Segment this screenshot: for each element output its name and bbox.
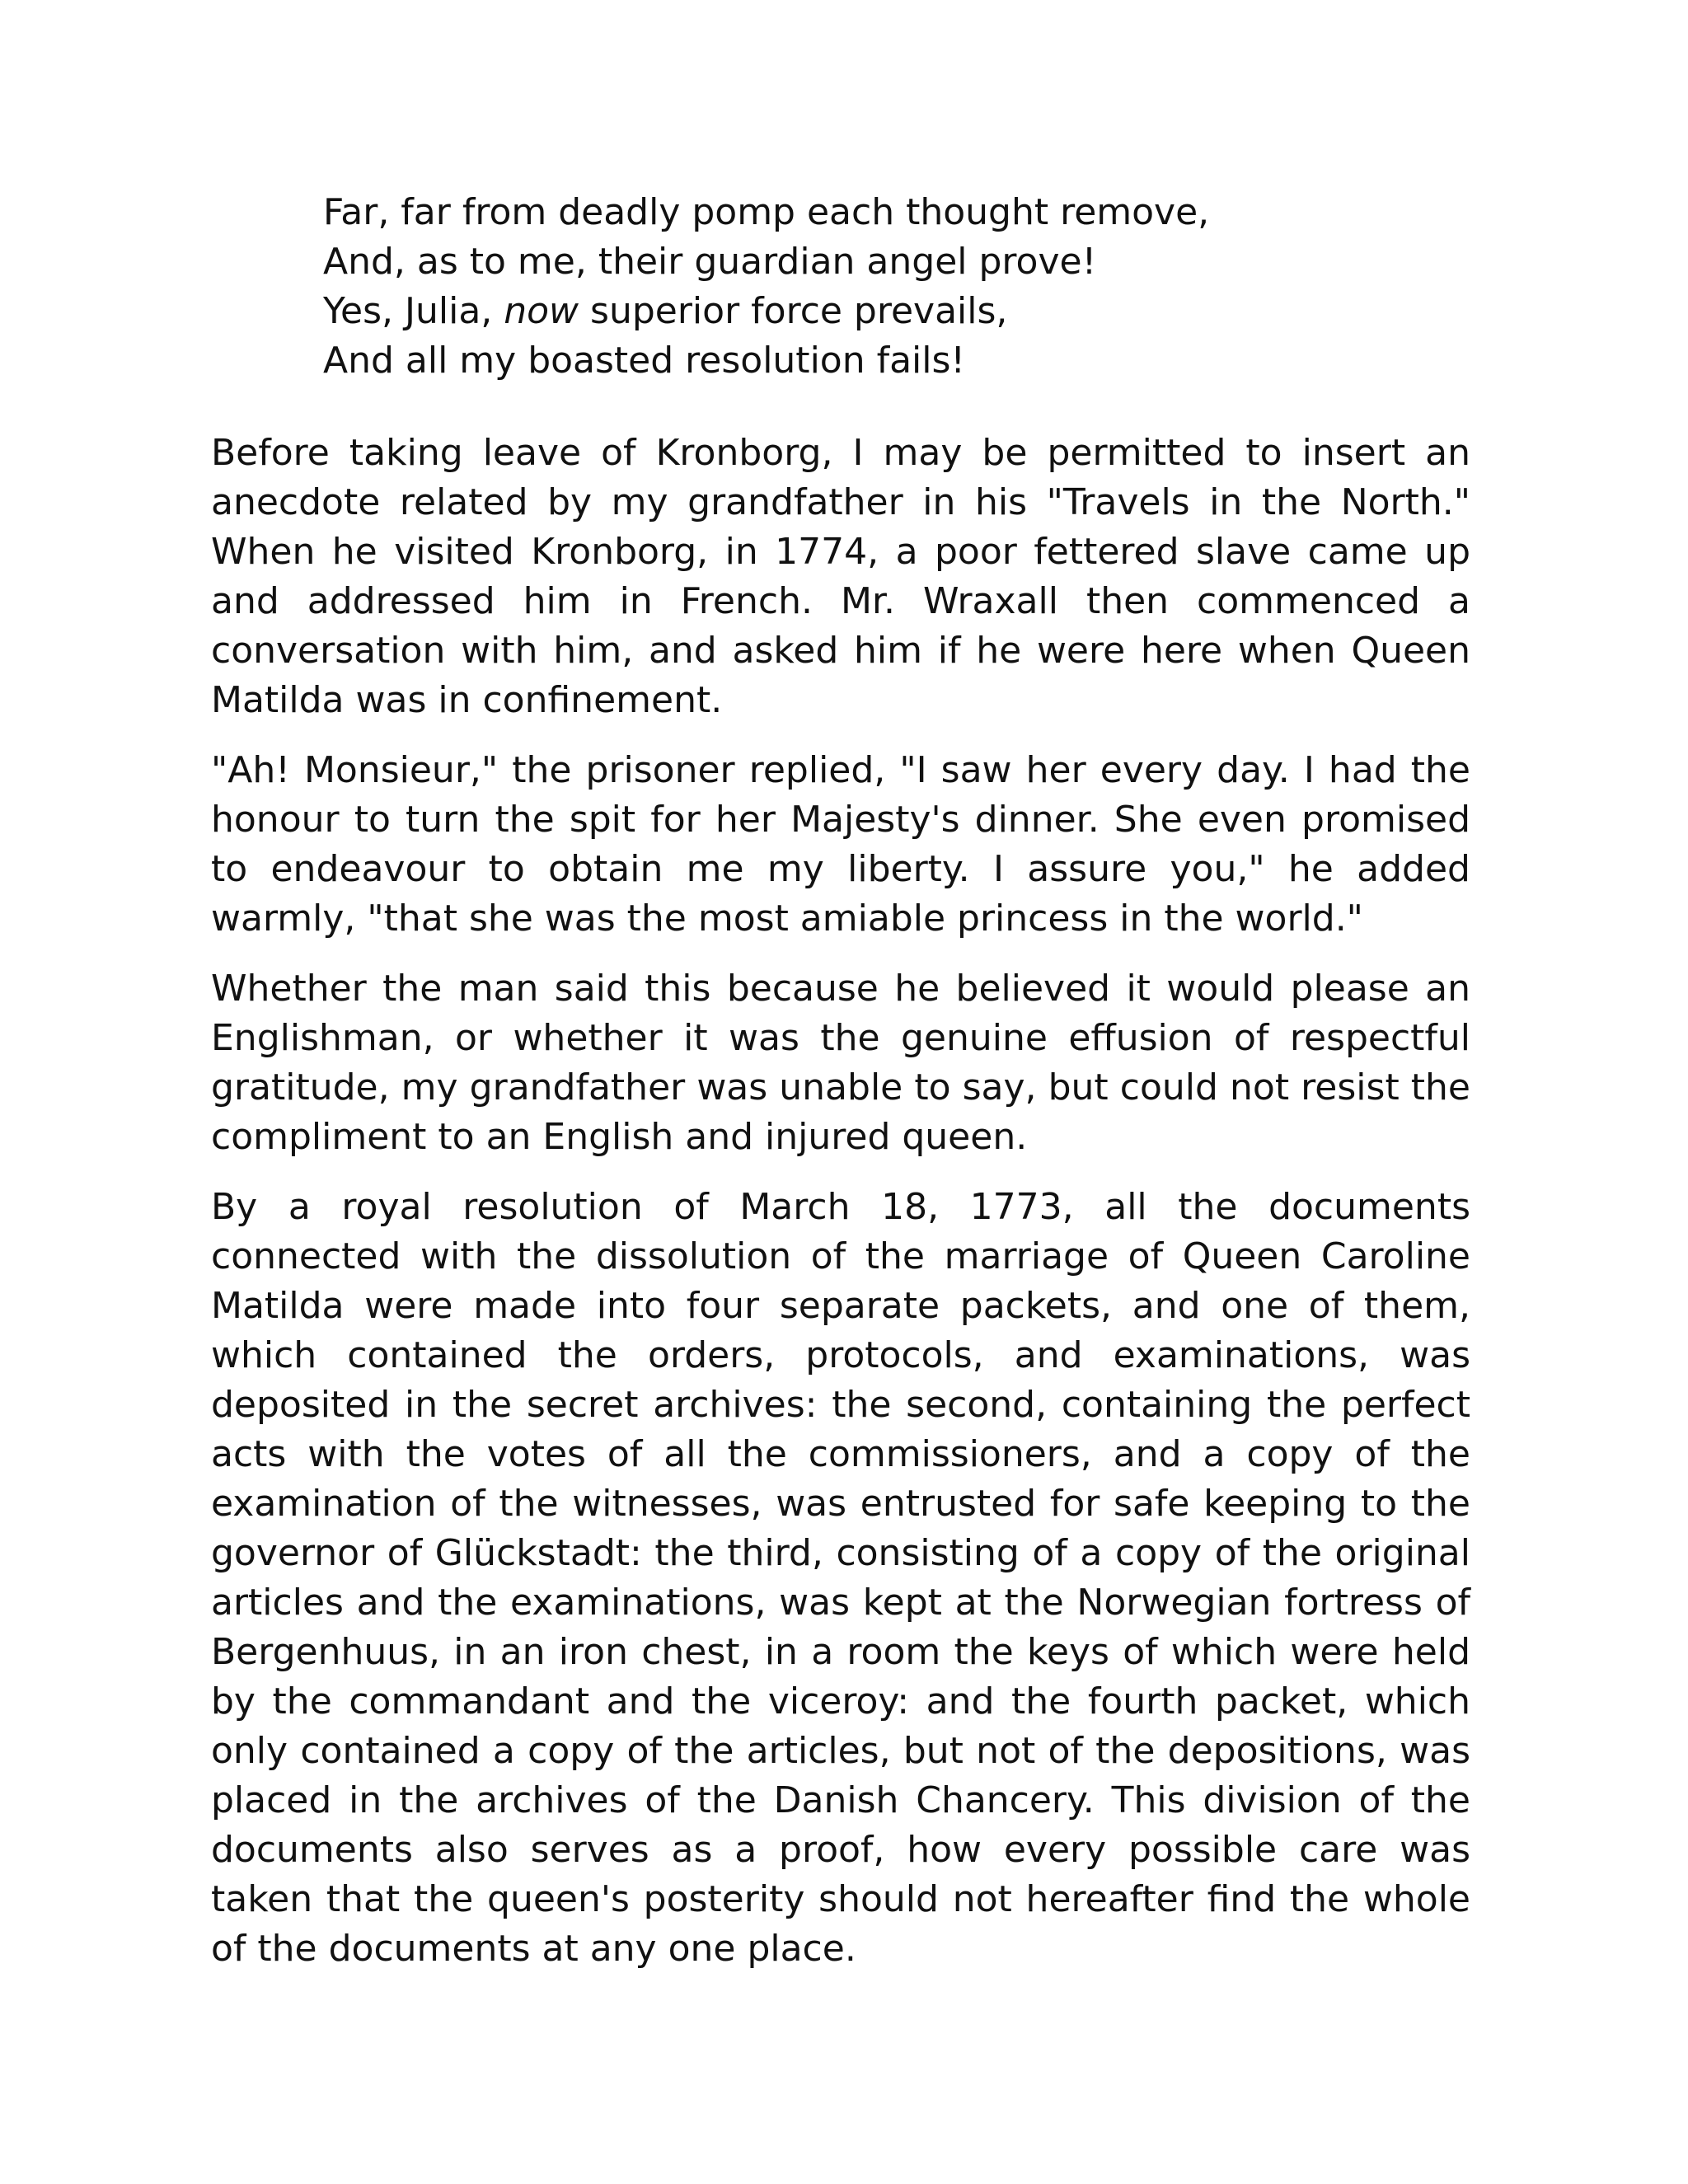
paragraph-royal-resolution: By a royal resolution of March 18, 1773, all the documents connected with the dissolution of the marriage of Queen Caroline Matilda were made into four separate packets, and one of them, which contained the orders, protocols, and examinations, was deposited in the secret archives: the second, containing the perfect acts with the votes of all the commissioners, and a copy of the examination of the witnesses, was entrusted for safe keeping to the governor of Glückstadt: the third, consisting of a copy of the original articles and the examinations, was kept at the Norwegian fortress of Bergenhuus, in an iron chest, in a room the keys of which were held by the commandant and the viceroy: and the fourth packet, which only contained a copy of the articles, but not of the depositions, was placed in the archives of the Danish Chancery. This division of the documents also serves as a proof, how every possible care was taken that the queen's posterity should not hereafter find the whole of the documents at any one place. xyxy=(211,1186,1470,1970)
verse-line xyxy=(323,287,1395,336)
verse-quotation xyxy=(323,188,1395,386)
verse-line: Far, far from deadly pomp each thought remove, xyxy=(323,191,1210,233)
verse-line-start: Yes, Julia, xyxy=(323,290,504,332)
body-text xyxy=(211,429,1470,1994)
paragraph-kronborg-anecdote: Before taking leave of Kronborg, I may be permitted to insert an anecdote related by my grandfather in his "Travels in the North." When he visited Kronborg, in 1774, a poor fettered slave came up and addressed him in French. Mr. Wraxall then commenced a conversation with him, and asked him if he were here when Queen Matilda was in confinement. xyxy=(211,432,1470,721)
paragraph-grandfather-opinion: Whether the man said this because he believed it would please an Englishman, or whether it was the genuine effusion of respectful gratitude, my grandfather was unable to say, but could not resist the compliment to an English and injured queen. xyxy=(211,968,1470,1158)
paragraph-prisoner-reply: "Ah! Monsieur," the prisoner replied, "I saw her every day. I had the honour to turn the spit for her Majesty's dinner. She even promised to endeavour to obtain me my liberty. I assure you," he added warmly, "that she was the most amiable princess in the world." xyxy=(211,749,1470,940)
verse-line-end: superior force prevails, xyxy=(579,290,1008,332)
emphasized-word: now xyxy=(504,290,579,332)
verse-line: And all my boasted resolution fails! xyxy=(323,340,966,382)
verse-line: And, as to me, their guardian angel prove! xyxy=(323,241,1097,283)
